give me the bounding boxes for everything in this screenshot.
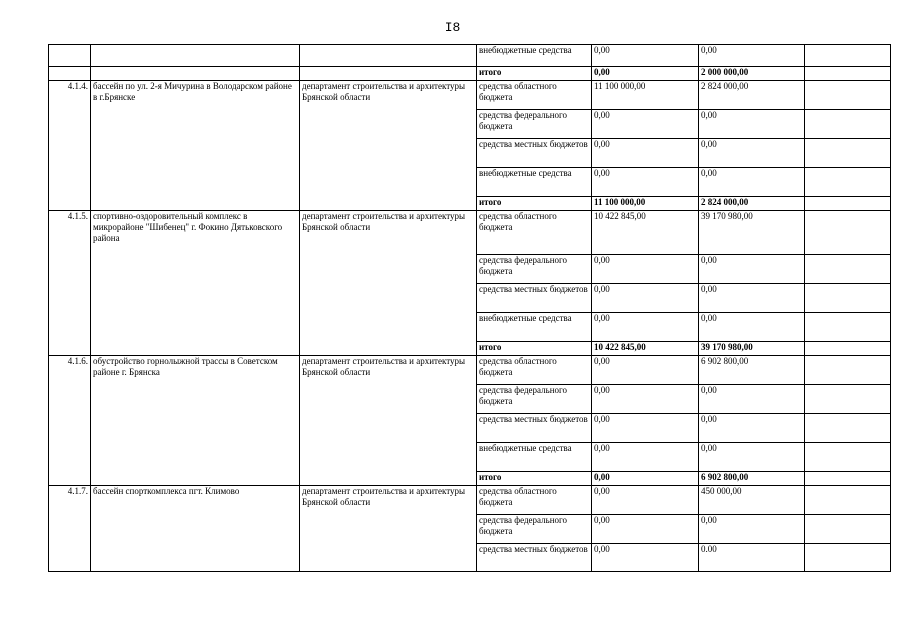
empty-cell: [805, 168, 891, 197]
department: департамент строительства и архитектуры Брянской области: [300, 486, 477, 572]
amount-2: 0,00: [699, 414, 805, 443]
total-row: [49, 67, 891, 81]
department: [300, 45, 477, 67]
amount-1: 0,00: [592, 515, 699, 544]
amount-2: 0.00: [699, 544, 805, 572]
amount-2: 0,00: [699, 110, 805, 139]
amount-2: 0,00: [699, 168, 805, 197]
amount-1: 0,00: [592, 486, 699, 515]
funding-source: средства федерального бюджета: [477, 255, 592, 284]
amount-2: 0,00: [699, 255, 805, 284]
amount-1: 0,00: [592, 45, 699, 67]
object-name: [91, 45, 300, 67]
empty-cell: [805, 544, 891, 572]
item-number: [49, 67, 91, 81]
funding-source: средства местных бюджетов: [477, 284, 592, 313]
empty-cell: [805, 515, 891, 544]
empty-cell: [805, 414, 891, 443]
amount-2: 0,00: [699, 385, 805, 414]
funding-source: внебюджетные средства: [477, 168, 592, 197]
amount-1: 10 422 845,00: [592, 211, 699, 255]
funding-source: итого: [477, 197, 592, 211]
empty-cell: [805, 342, 891, 356]
empty-cell: [805, 385, 891, 414]
item-number: 4.1.5.: [49, 211, 91, 356]
funding-source: средства местных бюджетов: [477, 544, 592, 572]
object-name: бассейн по ул. 2-я Мичурина в Володарском районе в г.Брянске: [91, 81, 300, 211]
amount-1: 10 422 845,00: [592, 342, 699, 356]
table-row: [49, 45, 891, 67]
table-row: [49, 486, 891, 515]
amount-2: 0,00: [699, 284, 805, 313]
funding-source: внебюджетные средства: [477, 443, 592, 472]
empty-cell: [805, 110, 891, 139]
empty-cell: [805, 45, 891, 67]
empty-cell: [805, 472, 891, 486]
table-row: [49, 356, 891, 385]
amount-2: 0,00: [699, 45, 805, 67]
amount-2: 0,00: [699, 443, 805, 472]
empty-cell: [805, 197, 891, 211]
department: департамент строительства и архитектуры Брянской области: [300, 211, 477, 356]
amount-2: 6 902 800,00: [699, 356, 805, 385]
amount-1: 0,00: [592, 443, 699, 472]
funding-source: средства федерального бюджета: [477, 110, 592, 139]
empty-cell: [805, 67, 891, 81]
object-name: [91, 67, 300, 81]
table-row: [49, 81, 891, 110]
funding-source: средства местных бюджетов: [477, 414, 592, 443]
department: департамент строительства и архитектуры Брянской области: [300, 81, 477, 211]
funding-source: средства федерального бюджета: [477, 385, 592, 414]
amount-2: 2 824 000,00: [699, 81, 805, 110]
empty-cell: [805, 81, 891, 110]
funding-source: итого: [477, 67, 592, 81]
funding-source: внебюджетные средства: [477, 313, 592, 342]
item-number: 4.1.6.: [49, 356, 91, 486]
amount-2: 6 902 800,00: [699, 472, 805, 486]
amount-1: 0,00: [592, 385, 699, 414]
amount-1: 0,00: [592, 544, 699, 572]
funding-source: средства федерального бюджета: [477, 515, 592, 544]
funding-source: итого: [477, 472, 592, 486]
empty-cell: [805, 255, 891, 284]
funding-source: внебюджетные средства: [477, 45, 592, 67]
amount-2: 39 170 980,00: [699, 342, 805, 356]
funding-source: средства областного бюджета: [477, 81, 592, 110]
amount-1: 0,00: [592, 67, 699, 81]
department: [300, 67, 477, 81]
amount-1: 0,00: [592, 313, 699, 342]
amount-1: 0,00: [592, 356, 699, 385]
funding-source: средства областного бюджета: [477, 356, 592, 385]
object-name: спортивно-оздоровительный комплекс в микрорайоне "Шибенец" г. Фокино Дятьковского района: [91, 211, 300, 356]
item-number: [49, 45, 91, 67]
amount-1: 0,00: [592, 168, 699, 197]
amount-2: 2 824 000,00: [699, 197, 805, 211]
amount-1: 0,00: [592, 139, 699, 168]
empty-cell: [805, 486, 891, 515]
budget-table: [48, 44, 891, 572]
amount-1: 0,00: [592, 255, 699, 284]
funding-source: средства местных бюджетов: [477, 139, 592, 168]
amount-1: 0,00: [592, 414, 699, 443]
amount-2: 39 170 980,00: [699, 211, 805, 255]
amount-1: 0,00: [592, 472, 699, 486]
amount-2: 0,00: [699, 313, 805, 342]
object-name: бассейн спорткомплекса пгт. Климово: [91, 486, 300, 572]
amount-2: 0,00: [699, 139, 805, 168]
funding-source: средства областного бюджета: [477, 211, 592, 255]
amount-2: 450 000,00: [699, 486, 805, 515]
amount-1: 0,00: [592, 284, 699, 313]
empty-cell: [805, 313, 891, 342]
object-name: обустройство горнолыжной трассы в Советском районе г. Брянска: [91, 356, 300, 486]
item-number: 4.1.7.: [49, 486, 91, 572]
page-number: I8: [444, 20, 461, 35]
funding-source: средства областного бюджета: [477, 486, 592, 515]
department: департамент строительства и архитектуры Брянской области: [300, 356, 477, 486]
amount-1: 11 100 000,00: [592, 81, 699, 110]
funding-source: итого: [477, 342, 592, 356]
item-number: 4.1.4.: [49, 81, 91, 211]
empty-cell: [805, 356, 891, 385]
table-row: [49, 211, 891, 255]
empty-cell: [805, 443, 891, 472]
empty-cell: [805, 139, 891, 168]
empty-cell: [805, 284, 891, 313]
empty-cell: [805, 211, 891, 255]
amount-2: 0,00: [699, 515, 805, 544]
amount-1: 11 100 000,00: [592, 197, 699, 211]
amount-2: 2 000 000,00: [699, 67, 805, 81]
amount-1: 0,00: [592, 110, 699, 139]
